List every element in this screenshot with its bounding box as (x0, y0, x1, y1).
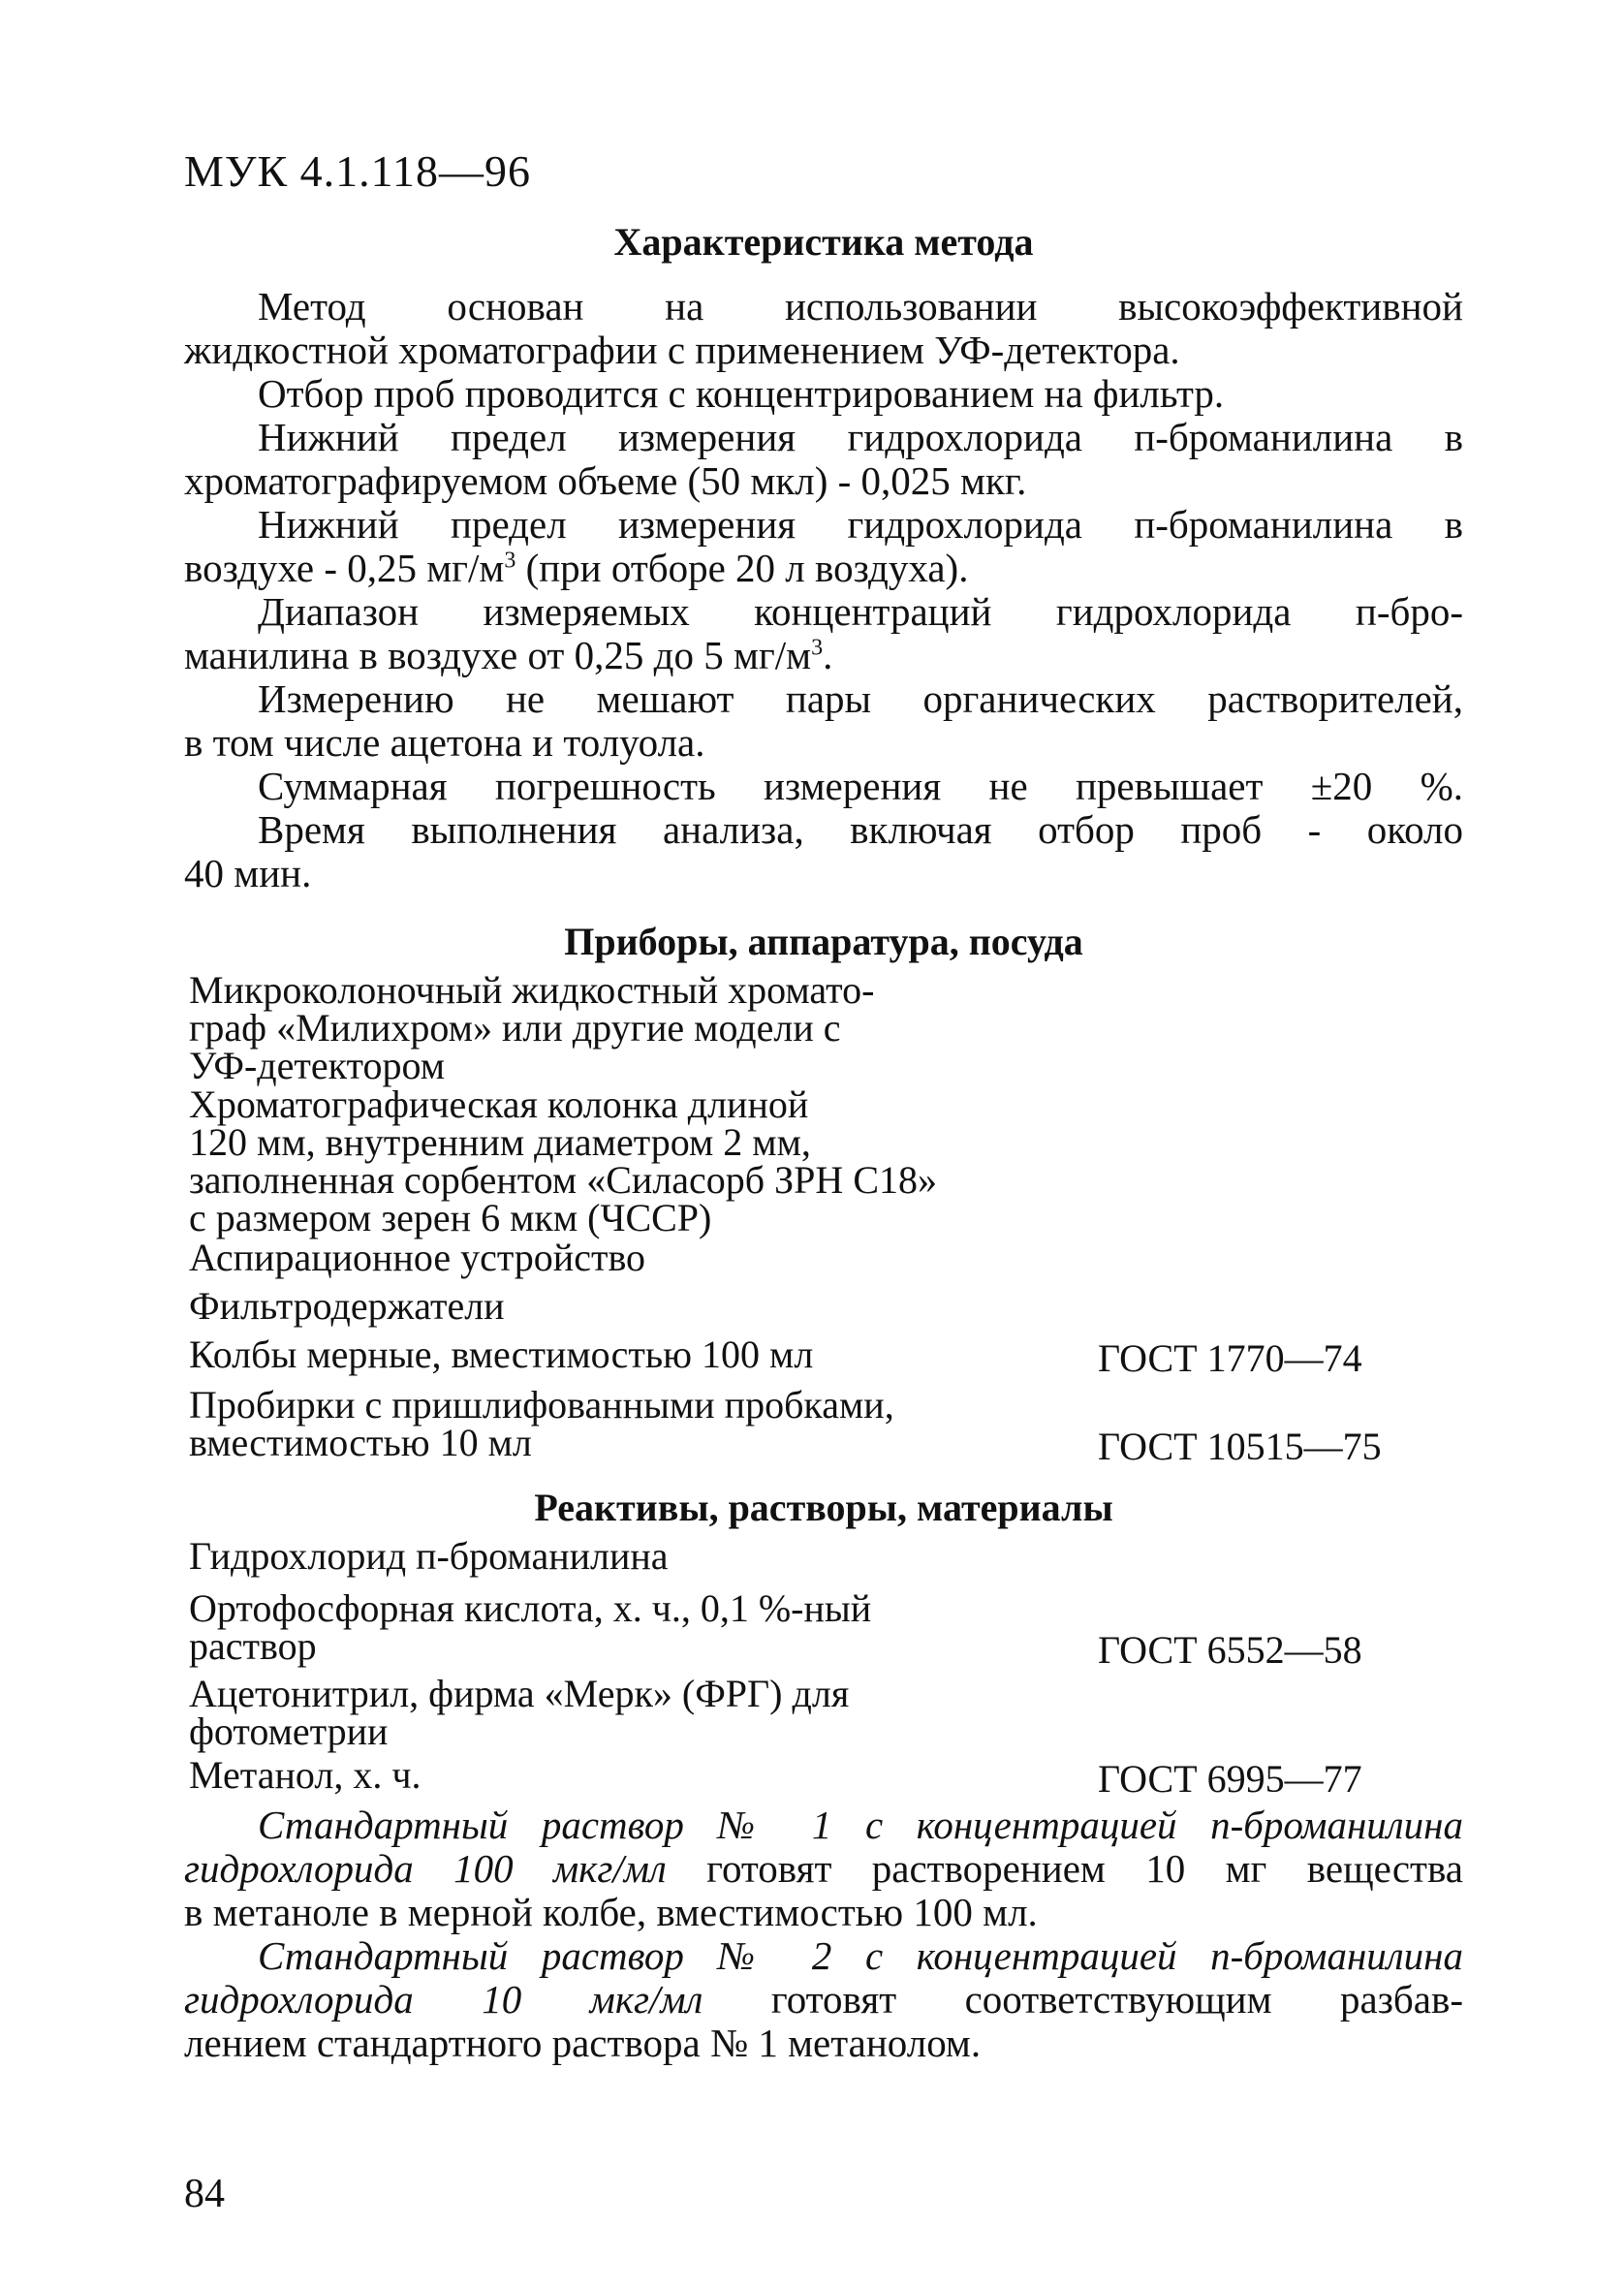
text-fragment: гидрохлорида 100 мкг/мл (184, 1846, 667, 1891)
section-title-equipment: Приборы, аппаратура, посуда (564, 920, 1083, 963)
paragraph-duration (184, 808, 1463, 895)
document-code: МУК 4.1.118—96 (184, 146, 531, 196)
paragraph-lower-limit-air (184, 503, 1463, 590)
paragraph-error (184, 765, 1463, 808)
text-line: Ортофосфорная кислота, х. ч., 0,1 %-ный (189, 1586, 872, 1630)
text-line (184, 634, 1463, 677)
text-line: 120 мм, внутренним диаметром 2 мм, (189, 1120, 811, 1164)
text-line: в том числе ацетона и толуола. (184, 720, 705, 765)
text-fragment: . (823, 633, 833, 677)
list-item (189, 1236, 646, 1279)
text-line: лением стандартного раствора № 1 метанолом. (184, 2021, 982, 2065)
text-fragment: воздухе - 0,25 мг/м (184, 546, 505, 590)
text-line: УФ-детектором (189, 1044, 446, 1087)
gost-reference: ГОСТ 6552—58 (1098, 1628, 1362, 1672)
text-line: Пробирки с пришлифованными пробками, (189, 1383, 894, 1427)
text-line: Нижний предел измерения гидрохлорида п-броманилина в (258, 415, 1463, 459)
text-line: Время выполнения анализа, включая отбор проб - около (258, 807, 1463, 852)
text-line: Метанол, х. ч. (189, 1753, 422, 1797)
text-fragment: (при отборе 20 л воздуха). (515, 546, 969, 590)
paragraph-method (184, 285, 1463, 372)
text-line: хроматографируемом объеме (50 мкл) - 0,025 мкг. (184, 458, 1027, 503)
page-number: 84 (184, 2172, 225, 2216)
text-line: граф «Милихром» или другие модели с (189, 1006, 841, 1050)
gost-reference: ГОСТ 1770—74 (1098, 1336, 1362, 1380)
text-line: заполненная сорбентом «Силасорб ЗРН С18» (189, 1158, 937, 1202)
text-line: Измерению не мешают пары органических растворителей, (258, 676, 1463, 721)
list-item (189, 1082, 937, 1239)
text-line (184, 1847, 1463, 1891)
text-line: Аспирационное устройство (189, 1236, 646, 1279)
text-line: Нижний предел измерения гидрохлорида п-броманилина в (258, 502, 1463, 547)
text-line: фотометрии (189, 1709, 389, 1753)
paragraph-lower-limit-volume (184, 416, 1463, 503)
list-item (189, 1333, 814, 1376)
text-line: Метод основан на использовании высокоэффективной (258, 284, 1463, 329)
text-line: Гидрохлорид п-броманилина (189, 1534, 669, 1578)
text-line: вместимостью 10 мл (189, 1421, 532, 1464)
list-item (189, 1753, 422, 1797)
list-item (189, 1383, 894, 1464)
text-fragment: готовят растворением 10 мг вещества (666, 1846, 1463, 1891)
section-title-reagents: Реактивы, растворы, материалы (534, 1486, 1113, 1529)
text-line: Фильтродержатели (189, 1284, 505, 1328)
text-line (184, 547, 1463, 590)
text-fragment: манилина в воздухе от 0,25 до 5 мг/м (184, 633, 812, 677)
list-item (189, 968, 875, 1087)
text-line: Суммарная погрешность измерения не превышает ±20 %. (258, 764, 1463, 808)
text-line: Колбы мерные, вместимостью 100 мл (189, 1333, 814, 1376)
gost-reference: ГОСТ 6995—77 (1098, 1757, 1362, 1801)
text-line: Диапазон измеряемых концентраций гидрохлорида п-бро- (258, 589, 1463, 634)
text-line: Микроколоночный жидкостный хромато- (189, 968, 875, 1012)
text-line (184, 1978, 1463, 2022)
superscript: 3 (504, 548, 516, 574)
text-line: раствор (189, 1624, 317, 1668)
list-item (189, 1672, 850, 1753)
text-line: Стандартный раствор № 2 с концентрацией п-броманилина (258, 1933, 1463, 1978)
text-line: Хроматографическая колонка длиной (189, 1082, 809, 1126)
paragraph-sampling (184, 372, 1463, 416)
list-item (189, 1534, 669, 1578)
list-item (189, 1586, 872, 1668)
text-line: Отбор проб проводится с концентрированием на фильтр. (258, 371, 1225, 416)
paragraph-standard-solution-1 (184, 1803, 1463, 1934)
list-item (189, 1284, 505, 1328)
text-line: жидкостной хроматографии с применением УФ-детектора. (184, 328, 1180, 372)
text-line: в метаноле в мерной колбе, вместимостью 100 мл. (184, 1890, 1038, 1934)
superscript: 3 (811, 635, 824, 661)
text-line: с размером зерен 6 мкм (ЧССР) (189, 1196, 712, 1239)
paragraph-standard-solution-2 (184, 1934, 1463, 2065)
text-line: 40 мин. (184, 851, 312, 895)
paragraph-range (184, 590, 1463, 677)
text-line: Стандартный раствор № 1 с концентрацией п-броманилина (258, 1803, 1463, 1847)
text-fragment: готовят соответствующим разбав- (703, 1977, 1463, 2022)
gost-reference: ГОСТ 10515—75 (1098, 1425, 1382, 1468)
text-line: Ацетонитрил, фирма «Мерк» (ФРГ) для (189, 1672, 850, 1715)
paragraph-interference (184, 677, 1463, 765)
section-title-characteristics: Характеристика метода (613, 220, 1034, 264)
text-fragment: гидрохлорида 10 мкг/мл (184, 1977, 703, 2022)
